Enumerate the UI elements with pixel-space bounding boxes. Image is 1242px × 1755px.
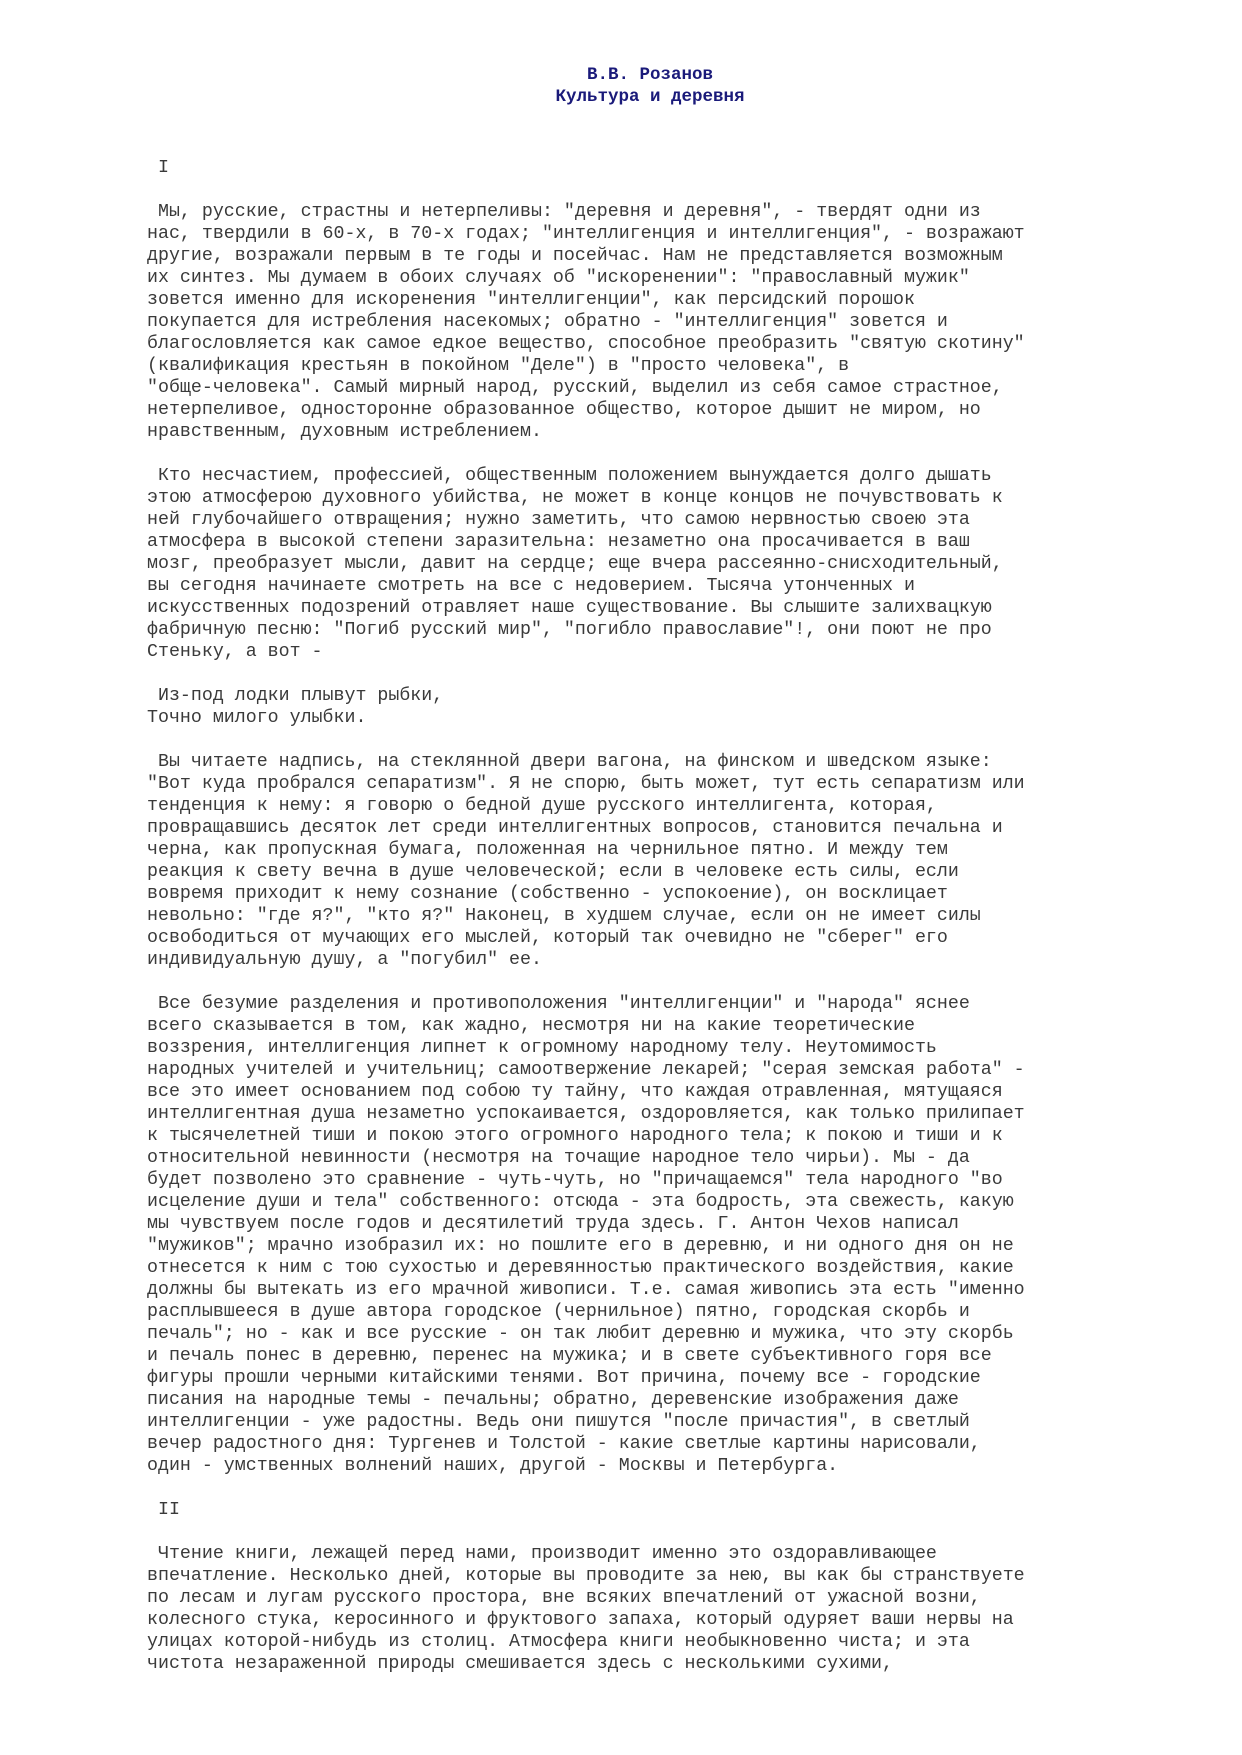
text-line: воззрения, интеллигенция липнет к огромному народному телу. Неутомимость — [147, 1038, 937, 1058]
text-line: вечер радостного дня: Тургенев и Толстой - какие светлые картины нарисовали, — [147, 1434, 981, 1454]
text-line: должны бы вытекать из его мрачной живописи. Т.е. самая живопись эта есть "именно — [147, 1280, 1025, 1300]
paragraph-gap — [147, 663, 1147, 685]
paragraph — [147, 1543, 1147, 1675]
text-line: зовется именно для искоренения "интеллигенции", как персидский порошок — [147, 290, 915, 310]
text-line: "обще-человека". Самый мирный народ, русский, выделил из себя самое страстное, — [147, 378, 1003, 398]
paragraph — [147, 685, 1147, 729]
text-line: покупается для истребления насекомых; обратно - "интеллигенция" зовется и — [147, 312, 948, 332]
text-line: улицах которой-нибудь из столиц. Атмосфера книги необыкновенно чиста; и эта — [147, 1632, 970, 1652]
text-line: Из-под лодки плывут рыбки, — [147, 686, 444, 706]
text-line: атмосфера в высокой степени заразительна: незаметно она просачивается в ваш — [147, 532, 970, 552]
text-line: исцеление души и тела" собственного: отсюда - эта бодрость, эта свежесть, какую — [147, 1192, 1014, 1212]
text-line: все это имеет основанием под собою ту тайну, что каждая отравленная, мятущаяся — [147, 1082, 1003, 1102]
text-line: к тысячелетней тиши и покою этого огромного народного тела; к покою и тиши и к — [147, 1126, 1003, 1146]
text-line: впечатление. Несколько дней, которые вы проводите за нею, вы как бы странствуете — [147, 1566, 1025, 1586]
text-line: Мы, русские, страстны и нетерпеливы: "деревня и деревня", - твердят одни из — [147, 202, 981, 222]
text-line: их синтез. Мы думаем в обоих случаях об "искоренении": "православный мужик" — [147, 268, 970, 288]
text-line: расплывшееся в душе автора городское (чернильное) пятно, городская скорбь и — [147, 1302, 970, 1322]
document-header — [0, 64, 1242, 108]
document-title: Культура и деревня — [555, 87, 745, 107]
paragraph — [147, 751, 1147, 971]
section-heading — [147, 1499, 1147, 1521]
text-line: нравственным, духовным истреблением. — [147, 422, 542, 442]
text-line: благословляется как самое едкое вещество, способное преобразить "святую скотину" — [147, 334, 1025, 354]
text-line: Все безумие разделения и противоположения "интеллигенции" и "народа" яснее — [147, 994, 970, 1014]
text-line: относительной невинности (несмотря на точащие народное тело чирьи). Мы - да — [147, 1148, 970, 1168]
text-line: чистота незараженной природы смешивается здесь с несколькими сухими, — [147, 1654, 893, 1674]
section-heading — [147, 157, 1147, 179]
text-line: народных учителей и учительниц; самоотвержение лекарей; "серая земская работа" - — [147, 1060, 1025, 1080]
text-line: реакция к свету вечна в душе человеческой; если в человеке есть силы, если — [147, 862, 959, 882]
text-line: будет позволено это сравнение - чуть-чуть, но "причащаемся" тела народного "во — [147, 1170, 1003, 1190]
text-line: ней глубочайшего отвращения; нужно заметить, что самою нервностью своею эта — [147, 510, 970, 530]
text-line: тенденция к нему: я говорю о бедной душе русского интеллигента, которая, — [147, 796, 937, 816]
text-line: отнесется к ним с тою сухостью и деревянностью практического воздействия, какие — [147, 1258, 1014, 1278]
text-line: освободиться от мучающих его мыслей, который так очевидно не "сберег" его — [147, 928, 948, 948]
text-line: по лесам и лугам русского простора, вне всяких впечатлений от ужасной возни, — [147, 1588, 981, 1608]
text-line: фабричную песню: "Погиб русский мир", "погибло православие"!, они поют не про — [147, 620, 992, 640]
text-line: (квалификация крестьян в покойном "Деле") в "просто человека", в — [147, 356, 850, 376]
text-line: печаль"; но - как и все русские - он так любит деревню и мужика, что эту скорбь — [147, 1324, 1014, 1344]
text-line: писания на народные темы - печальны; обратно, деревенские изображения даже — [147, 1390, 959, 1410]
paragraph — [147, 465, 1147, 663]
text-line: мозг, преобразует мысли, давит на сердце; еще вчера рассеянно-снисходительный, — [147, 554, 1003, 574]
text-line: мы чувствуем после годов и десятилетий труда здесь. Г. Антон Чехов написал — [147, 1214, 959, 1234]
text-line: фигуры прошли черными китайскими тенями. Вот причина, почему все - городские — [147, 1368, 981, 1388]
text-line: интеллигентная душа незаметно успокаивается, оздоровляется, как только прилипает — [147, 1104, 1025, 1124]
text-line: другие, возражали первым в те годы и посейчас. Нам не представляется возможным — [147, 246, 1003, 266]
text-line: один - умственных волнений наших, другой - Москвы и Петербурга. — [147, 1456, 839, 1476]
text-line: нас, твердили в 60-х, в 70-х годах; "интеллигенция и интеллигенция", - возражают — [147, 224, 1025, 244]
paragraph — [147, 993, 1147, 1477]
text-line: индивидуальную душу, а "погубил" ее. — [147, 950, 542, 970]
paragraph-gap — [147, 1477, 1147, 1499]
text-line: Чтение книги, лежащей перед нами, производит именно это оздоравливающее — [147, 1544, 937, 1564]
paragraph-gap — [147, 729, 1147, 751]
text-line: Кто несчастием, профессией, общественным положением вынуждается долго дышать — [147, 466, 992, 486]
text-line: нетерпеливое, односторонне образованное общество, которое дышит не миром, но — [147, 400, 981, 420]
text-line: этою атмосферою духовного убийства, не может в конце концов не почувствовать к — [147, 488, 1003, 508]
document-body — [147, 157, 1147, 1675]
text-line: и печаль понес в деревню, перенес на мужика; и в свете субъективного горя все — [147, 1346, 992, 1366]
text-line: I — [147, 158, 169, 178]
text-line: Стеньку, а вот - — [147, 642, 323, 662]
paragraph-gap — [147, 443, 1147, 465]
text-line: интеллигенции - уже радостны. Ведь они пишутся "после причастия", в светлый — [147, 1412, 970, 1432]
text-line: Точно милого улыбки. — [147, 708, 367, 728]
text-line: "мужиков"; мрачно изобразил их: но пошлите его в деревню, и ни одного дня он не — [147, 1236, 1014, 1256]
text-line: "Вот куда пробрался сепаратизм". Я не спорю, быть может, тут есть сепаратизм или — [147, 774, 1025, 794]
paragraph — [147, 201, 1147, 443]
text-line: черна, как пропускная бумага, положенная на чернильное пятно. И между тем — [147, 840, 948, 860]
text-line: всего сказывается в том, как жадно, несмотря ни на какие теоретические — [147, 1016, 915, 1036]
text-line: II — [147, 1500, 180, 1520]
paragraph-gap — [147, 1521, 1147, 1543]
text-line: вовремя приходит к нему сознание (собственно - успокоение), он восклицает — [147, 884, 948, 904]
text-line: невольно: "где я?", "кто я?" Наконец, в худшем случае, если он не имеет силы — [147, 906, 981, 926]
author-name: В.В. Розанов — [586, 65, 714, 85]
text-line: Вы читаете надпись, на стеклянной двери вагона, на финском и шведском языке: — [147, 752, 992, 772]
paragraph-gap — [147, 971, 1147, 993]
paragraph-gap — [147, 179, 1147, 201]
text-line: провращавшись десяток лет среди интеллигентных вопросов, становится печальна и — [147, 818, 1003, 838]
text-line: вы сегодня начинаете смотреть на все с недоверием. Тысяча утонченных и — [147, 576, 915, 596]
text-line: колесного стука, керосинного и фруктового запаха, который одуряет ваши нервы на — [147, 1610, 1014, 1630]
text-line: искусственных подозрений отравляет наше существование. Вы слышите залихвацкую — [147, 598, 992, 618]
